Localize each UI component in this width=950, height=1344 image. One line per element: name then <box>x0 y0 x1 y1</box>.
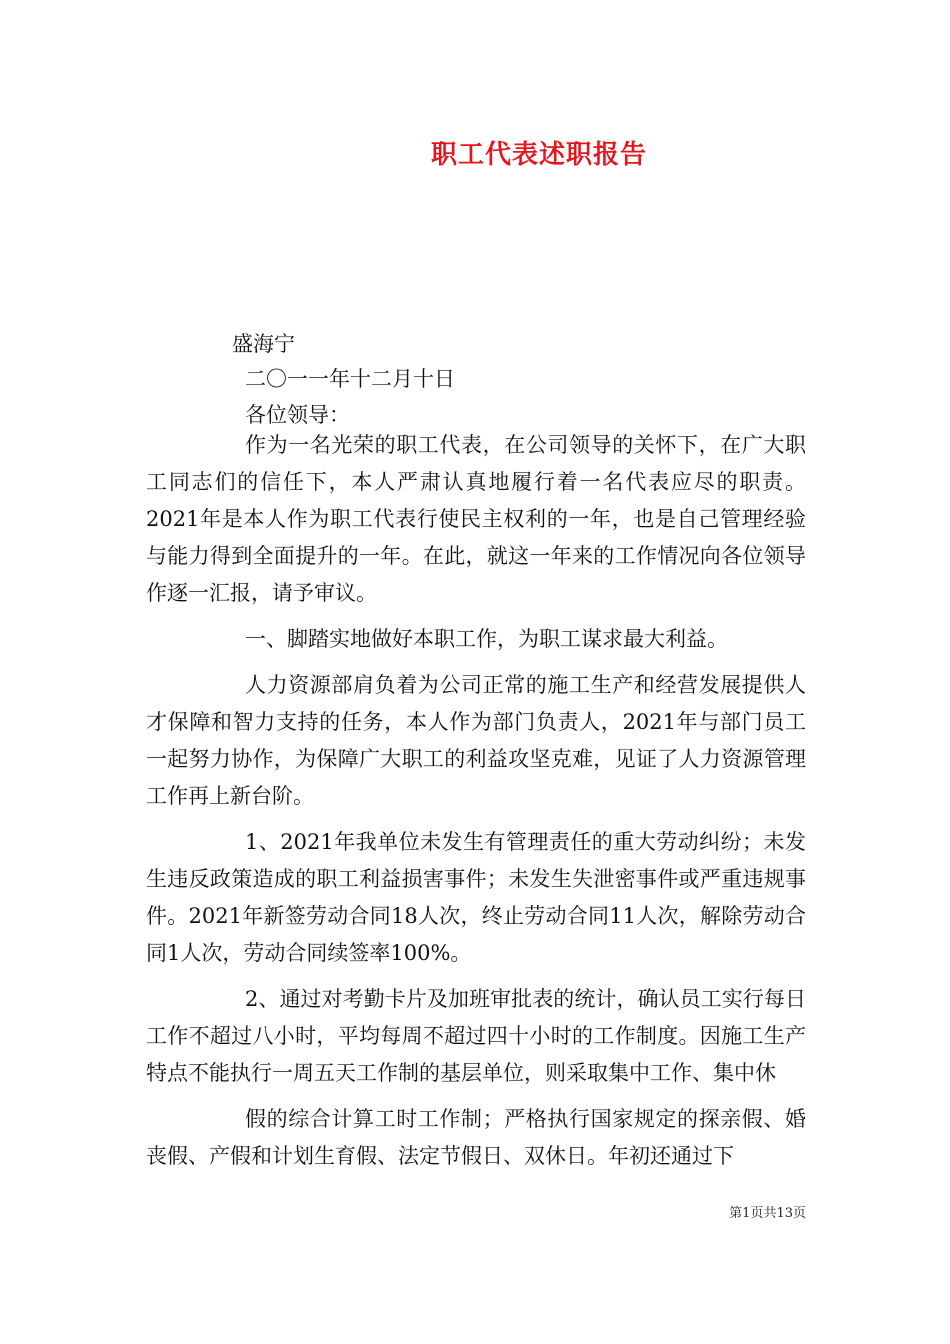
salutation: 各位领导： <box>245 403 350 427</box>
page-footer: 第1页共13页 <box>729 1206 806 1221</box>
author-name: 盛海宁 <box>232 332 295 356</box>
paragraph-hr-dept: 人力资源部肩负着为公司正常的施工生产和经营发展提供人才保障和智力支持的任务，本人作为部门负责人，2021年与部门员工一起努力协作，为保障广大职工的利益攻坚克难，见证了人力资源管理工作再上新台阶。 <box>146 673 806 808</box>
report-date: 二〇一一年十二月十日 <box>245 367 455 391</box>
body-text <box>146 427 806 1184</box>
paragraph-item-2-cont: 假的综合计算工时工作制；严格执行国家规定的探亲假、婚丧假、产假和计划生育假、法定节假日、双休日。年初还通过下 <box>146 1107 806 1168</box>
paragraph-item-1: 1、2021年我单位未发生有管理责任的重大劳动纠纷；未发生违反政策造成的职工利益损害事件；未发生失泄密事件或严重违规事件。2021年新签劳动合同18人次，终止劳动合同11人次，解除劳动合同1人次，劳动合同续签率100%。 <box>146 830 806 965</box>
paragraph-intro: 作为一名光荣的职工代表，在公司领导的关怀下，在广大职工同志们的信任下，本人严肃认真地履行着一名代表应尽的职责。2021年是本人作为职工代表行使民主权利的一年，也是自己管理经验与能力得到全面提升的一年。在此，就这一年来的工作情况向各位领导作逐一汇报，请予审议。 <box>146 433 806 605</box>
paragraph-item-2: 2、通过对考勤卡片及加班审批表的统计，确认员工实行每日工作不超过八小时，平均每周不超过四十小时的工作制度。因施工生产特点不能执行一周五天工作制的基层单位，则采取集中工作、集中休 <box>146 987 806 1085</box>
section-heading-1: 一、脚踏实地做好本职工作，为职工谋求最大利益。 <box>245 627 728 651</box>
page-title: 职工代表述职报告 <box>430 140 647 170</box>
